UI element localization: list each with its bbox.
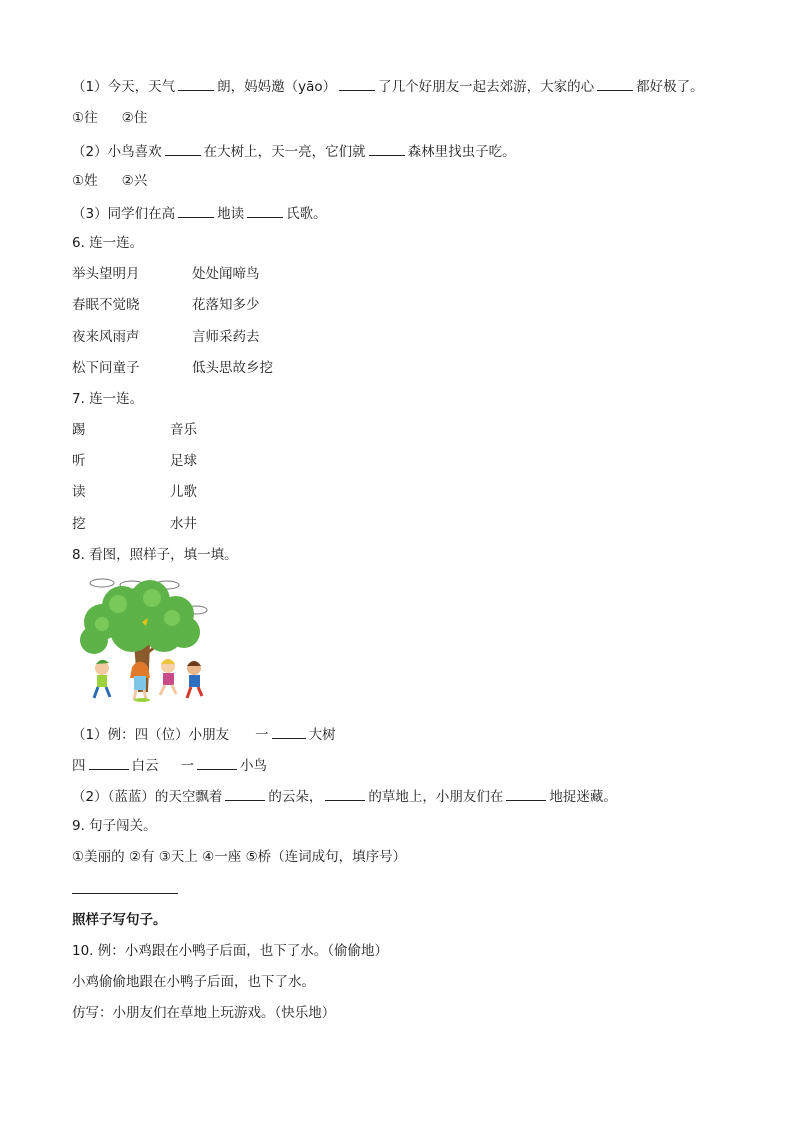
text-fragment: （1）今天，天气: [72, 79, 176, 95]
text-fragment: 地读: [217, 206, 245, 222]
q7-left-item[interactable]: 挖: [72, 516, 86, 532]
text-fragment: 朗，妈妈邀（yāo）: [217, 79, 337, 95]
answer-blank[interactable]: [597, 76, 633, 91]
q10-example-answer: 小鸡偷偷地跟在小鸭子后面，也下了水。: [72, 974, 315, 990]
option: ①姓: [72, 173, 98, 189]
answer-blank[interactable]: [165, 141, 201, 156]
answer-blank[interactable]: [178, 76, 214, 91]
text-fragment: 地捉迷藏。: [549, 789, 617, 805]
q9-title: 9. 句子闯关。: [72, 818, 157, 834]
section-title: 照样子写句子。: [72, 912, 167, 928]
text-fragment: 四: [72, 758, 86, 774]
q7-left-item[interactable]: 听: [72, 453, 86, 469]
q6-right-item[interactable]: 言师采药去: [192, 329, 260, 345]
q8-row-3: [72, 786, 617, 806]
q9-word-list: ①美丽的 ②有 ③天上 ④一座 ⑤桥（连词成句，填序号）: [72, 849, 407, 865]
text-fragment: 在大树上，天一亮，它们就: [203, 144, 366, 160]
q6-right-item[interactable]: 处处闻啼鸟: [192, 266, 260, 282]
q10-prompt: 仿写：小朋友们在草地上玩游戏。（快乐地）: [72, 1005, 336, 1021]
q5-options-2: [72, 172, 147, 190]
text-fragment: （1）例：四（位）小朋友: [72, 727, 230, 743]
option: ①往: [72, 110, 98, 126]
option: ②住: [121, 110, 148, 126]
answer-blank[interactable]: [178, 203, 214, 218]
q7-title: 7. 连一连。: [72, 391, 144, 407]
text-fragment: 森林里找虫子吃。: [407, 144, 516, 160]
child-figure: [94, 660, 110, 698]
answer-blank[interactable]: [197, 755, 237, 770]
answer-blank[interactable]: [339, 76, 375, 91]
q6-left-item[interactable]: 春眠不觉晓: [72, 297, 140, 313]
q7-right-item[interactable]: 儿歌: [170, 484, 197, 500]
answer-line[interactable]: [72, 893, 178, 894]
q7-left-item[interactable]: 读: [72, 484, 86, 500]
tree-children-illustration: [72, 574, 212, 706]
answer-blank[interactable]: [247, 203, 283, 218]
text-fragment: （2）小鸟喜欢: [72, 144, 162, 160]
text-fragment: 了几个好朋友一起去郊游，大家的心: [378, 79, 595, 95]
answer-blank[interactable]: [325, 786, 365, 801]
text-fragment: 大树: [308, 727, 336, 743]
tree-foliage: [80, 580, 200, 654]
q7-right-item[interactable]: 水井: [170, 516, 197, 532]
answer-blank[interactable]: [225, 786, 265, 801]
option: ②兴: [121, 173, 148, 189]
text-fragment: 的云朵，: [268, 789, 323, 805]
q5-options-1: [72, 109, 147, 127]
text-fragment: 小鸟: [240, 758, 267, 774]
q7-left-item[interactable]: 踢: [72, 422, 86, 438]
q7-right-item[interactable]: 足球: [170, 453, 197, 469]
q6-left-item[interactable]: 松下问童子: [72, 360, 140, 376]
q5-sentence-1: [72, 76, 704, 96]
q6-right-item[interactable]: 低头思故乡挖: [192, 360, 273, 376]
answer-blank[interactable]: [369, 141, 405, 156]
text-fragment: 的草地上，小朋友们在: [368, 789, 504, 805]
q5-sentence-2: [72, 141, 516, 161]
q8-title: 8. 看图，照样子，填一填。: [72, 547, 238, 563]
q6-right-item[interactable]: 花落知多少: [192, 297, 260, 313]
q10-example: 10. 例：小鸡跟在小鸭子后面，也下了水。（偷偷地）: [72, 943, 389, 959]
answer-blank[interactable]: [89, 755, 129, 770]
q6-title: 6. 连一连。: [72, 235, 144, 251]
text-fragment: （3）同学们在高: [72, 206, 176, 222]
q8-row-2: [72, 755, 267, 775]
q5-sentence-3: [72, 203, 327, 223]
q7-right-item[interactable]: 音乐: [170, 422, 197, 438]
answer-blank[interactable]: [506, 786, 546, 801]
text-fragment: 一: [255, 727, 269, 743]
child-figure: [187, 661, 202, 698]
q6-left-item[interactable]: 举头望明月: [72, 266, 140, 282]
q8-row-1: [72, 724, 336, 744]
text-fragment: 都好极了。: [636, 79, 704, 95]
text-fragment: 氏歌。: [286, 206, 327, 222]
q6-left-item[interactable]: 夜来风雨声: [72, 329, 140, 345]
answer-blank[interactable]: [272, 724, 306, 739]
child-figure: [160, 659, 176, 695]
text-fragment: 一: [180, 758, 194, 774]
text-fragment: 白云: [131, 758, 159, 774]
text-fragment: （2）（蓝蓝）的天空飘着: [72, 789, 223, 805]
